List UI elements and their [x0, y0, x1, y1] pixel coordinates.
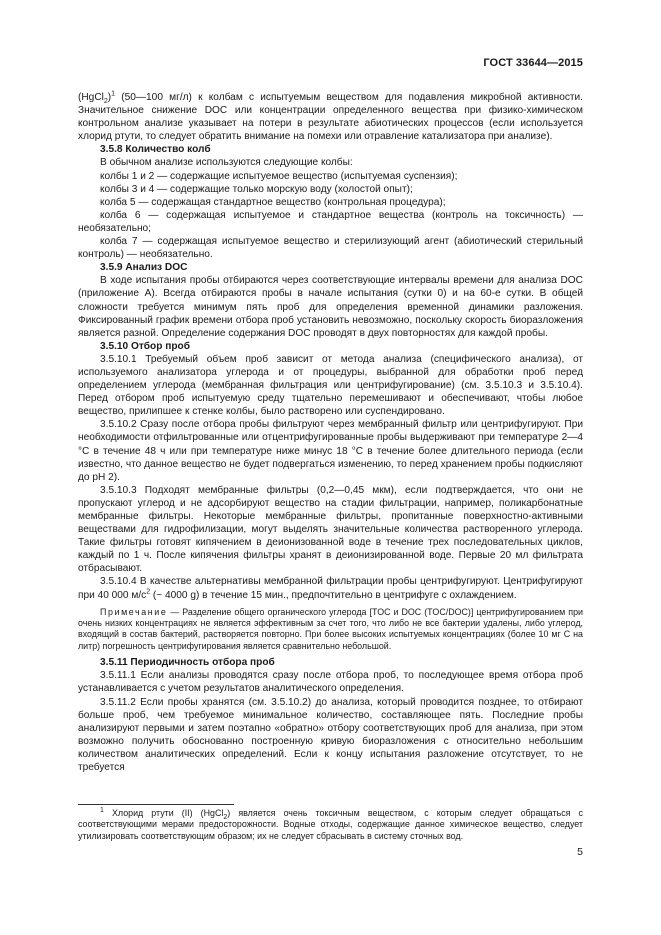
- intro-formula: (HgCl$_2$)$^1$: [78, 90, 116, 106]
- footnote: $^1$ Хлорид ртути (II) (HgCl$_2$) является очень токсичным веществом, с которым следует обращаться с соответствующими мерами предосторожности. Водные отходы, содержащие данное химическое вещество, следует утилизировать соответствующим образом; их не следует сбрасывать в систему сточных вод.: [78, 807, 583, 841]
- section-title-358: 3.5.8 Количество колб: [100, 144, 211, 156]
- intro-paragraph: (HgCl$_2$)$^1$ (50—100 мг/л) к колбам с испытуемым веществом для подавления микробной активности. Значительное снижение DOC или концентрации определенного вещества при физико-химическом контрольном анализе указывает на потери в результате абиотических процессов (если используется хлорид ртути, то следует обратить внимание на помехи или отравление катализатора при анализе).: [78, 90, 583, 143]
- footnote-divider: [78, 804, 234, 805]
- footnote-marker: 1: [100, 807, 104, 815]
- section-title-3510: 3.5.10 Отбор проб: [100, 340, 190, 352]
- section-title-3511: 3.5.11 Периодичность отбора проб: [100, 657, 275, 669]
- paragraph: В обычном анализе используются следующие колбы:: [100, 157, 353, 169]
- document-body: [78, 91, 583, 774]
- paragraph: 3.5.10.3 Подходят мембранные фильтры (0,2—0,45 мкм), если подтверждается, что они не пропускают углерод и не адсорбируют вещество на стадии фильтрации, например, поликарбонатные мембранные фильтры. Некоторые мембранные фильтры, пропитанные поверхностно-активными веществами для гидрофилизации, могут выделять значительные количества растворенного углерода. Такие фильтры готовят кипячением в деионизованной воде в течение трех последовательных циклов, каждый по 1 ч. После кипячения фильтры хранят в деионизированной воде. Первые 20 мл фильтрата отбрасывают.: [78, 484, 583, 575]
- list-item: колба 7 — содержащая испытуемое вещество и стерилизующий агент (абиотический стерильный контроль) — необязательно.: [78, 236, 583, 261]
- standard-header: ГОСТ 33644—2015: [483, 57, 583, 69]
- footnote-ref[interactable]: 1: [111, 90, 116, 98]
- paragraph: 3.5.10.1 Требуемый объем проб зависит от метода анализа (специфического анализа), от используемого анализатора углерода и от процедуры, выбранной для обработки проб перед определением углерода (мембранная фильтрация или центрифугирование) (см. 3.5.10.3 и 3.5.10.4). Перед отбором проб испытуемую среду тщательно перемешивают и обеспечивают, чтобы любое вещество, прилипшее к стенке колбы, было растворено или суспендировано.: [78, 353, 583, 418]
- list-item: колбы 1 и 2 — содержащие испытуемое вещество (испытуемая суспензия);: [100, 170, 458, 182]
- paragraph: 3.5.10.2 Сразу после отбора пробы фильтруют через мембранный фильтр или центрифугируют. При необходимости отфильтрованные или отцентрифугированные пробы выдерживают при температуре 2—4 °С в течение 48 ч или при температуре ниже минус 18 °С в течение более длительного периода (если известно, что данное вещество не будет подвергаться изменению, то перед хранением пробы подкисляют до pH 2).: [78, 419, 583, 483]
- paragraph: 3.5.11.2 Если пробы хранятся (см. 3.5.10.2) до анализа, который проводится позднее, то отбирают больше проб, чем требуемое минимальное количество, составляющее пять. Последние пробы анализируют первыми и затем поэтапно «обратно» отбору соответствующих проб для анализа, при этом возможно получить обоснованно построенную кривую биоразложения с относительно небольшим количеством аналитических определений. Если к концу испытания разложение отсутствует, то не требуется: [78, 696, 583, 774]
- paragraph: 3.5.11.1 Если анализы проводятся сразу после отбора проб, то последующее время отбора проб устанавливается с учетом результатов аналитического определения.: [78, 670, 583, 695]
- list-item: колба 6 — содержащая испытуемое и стандартное вещества (контроль на токсичность) — необязательно;: [78, 209, 583, 234]
- section-title-359: 3.5.9 Анализ DOC: [100, 262, 188, 274]
- note-label: Примечание: [100, 606, 168, 617]
- paragraph: В ходе испытания пробы отбираются через соответствующие интервалы времени для анализа DOC (приложение А). Всегда отбираются пробы в начале испытания (сутки 0) и на 60-е сутки. В общей сложности требуется минимум пять проб для определения временной динамики разложения. Фиксированный график времени отбора проб установить невозможно, поскольку скорость биоразложения является разной. Определение содержания DOC проводят в двух повторностях для каждой пробы.: [78, 275, 583, 339]
- paragraph: 3.5.10.4 В качестве альтернативы мембранной фильтрации пробы центрифугируют. Центрифугируют при 40 000 $м/с^2$ (~ 4000 g) в течение 15 мин., предпочтительно в центрифуге с охлаждением.: [78, 576, 583, 601]
- list-item: колбы 3 и 4 — содержащие только морскую воду (холостой опыт);: [100, 183, 413, 195]
- page-number: 5: [577, 846, 583, 858]
- note: Примечание — Разделение общего органического углерода [TOC и DOC (TOC/DOC)] центрифугированием при очень низких концентрациях не является эффективным за счет того, что либо не все бактерии удалены, либо углерод, входящий в состав бактерий, растворяется повторно. При более высоких испытуемых концентрациях (более 10 мг С на литр) погрешность центрифугирования является сравнительно небольшой.: [78, 606, 583, 651]
- list-item: колба 5 — содержащая стандартное вещество (контрольная процедура);: [100, 196, 446, 208]
